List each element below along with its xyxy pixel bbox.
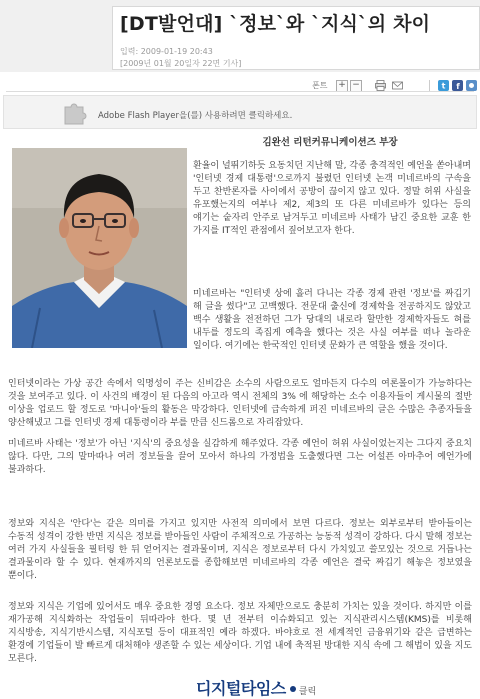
article-paragraph: 미네르바는 "인터넷 상에 흘러 다니는 각종 경제 관련 '정보'를 짜깁기 해 글을 썼다"고 고백했다. 전문대 출신에 경제학을 전공하지도 않았고 백수 생활을 전전하던 그가 당대의 내로라 할만한 경제학자들도 혀를 내두를 정도의 족집게 예측을 했다는 것은 사실 여부를 떠나 놀라운 일이다. 여기에는 한국적인 인터넷 문화가 큰 역할을 했을 것이다. [193, 289, 471, 351]
email-icon[interactable] [392, 80, 403, 91]
article-paragraph: 환율이 널뛰기하듯 요동치던 지난해 말, 각종 충격적인 예언을 쏟아내며 '인터넷 경제 대통령'으로까지 불렸던 인터넷 논객 미네르바의 구속을 두고 찬반론자를 사이에서 공방이 끊이지 않고 있다. 정말 허위 사실을 유포했는지의 여부나 제2, 제3의 또 다른 미네르바가 있다는 등의 얘기는 숱자리 안주로 남겨두고 미네르바 사태가 남긴 중요한 교훈 한 가지를 IT적인 관점에서 짚어보고자 한다. [193, 161, 471, 236]
logo-subtext: 클릭 [298, 687, 317, 697]
flash-notice[interactable]: Adobe Flash Player을(를) 사용하려면 클릭하세요. [98, 111, 293, 121]
article-paragraph: 인터넷이라는 가상 공간 속에서 익명성이 주는 신비감은 소수의 사람으로도 얼마든지 다수의 여론몰이가 가능하다는 것을 보여주고 있다. 이 사건의 배경이 된 다음의 아고라 역시 전체의 3% 에 해당하는 소수 이용자들이 게시물의 절반 이상을 업로드 할 정도로 '마니아'들의 활동은 막강하다. 인터넷에 급속하게 퍼진 미네르바의 글은 수많은 추종자들을 양산해냈고 그를 인터넷 경제 대통령이라 부를 만큼 신드롬으로 자리잡았다. [8, 379, 472, 428]
svg-text:f: f [456, 82, 460, 91]
font-increase-button[interactable]: + [336, 80, 348, 92]
logo-dot-icon [290, 686, 296, 692]
article-toolbar [0, 78, 480, 96]
author-byline: 김완선 리턴커뮤니케이션즈 부장 [262, 137, 398, 148]
font-size-label: 폰트 [312, 81, 328, 90]
publication-logo[interactable] [196, 676, 317, 698]
article-dates [120, 46, 241, 70]
date-print: [2009년 01월 20일자 22면 기사] [120, 59, 242, 68]
article-title: [DT발언대] `정보`와 `지식`의 차이 [120, 13, 431, 35]
plugin-puzzle-icon [62, 100, 90, 126]
article-paragraph: 정보와 지식은 기업에 있어서도 매우 중요한 경영 요소다. 정보 자체만으로도 충분히 가치는 있을 것이다. 하지만 이를 재가공해 지식화하는 작업들이 뒤따라야 한다. 몇 년 전부터 이슈화되고 있는 지식관리시스템(KMS)를 비롯해 지식방송, 지식기반시스템, 지식포털 등이 대표적인 예라 하겠다. 바야흐로 전 세계적인 금융위기와 같은 급변하는 환경에 기업들이 발 빠르게 대처해야 생존할 수 있는 세상이다. 기업 내에 축적된 방대한 지식 속에 그 해법이 있을 지도 모른다. [8, 602, 472, 664]
toolbar-rule [6, 91, 474, 92]
svg-text:t: t [441, 81, 446, 91]
print-icon[interactable] [375, 80, 386, 91]
author-photo [12, 148, 187, 348]
date-input: 입력: 2009-01-19 20:43 [120, 47, 213, 56]
article-paragraph: 미네르바 사태는 '정보'가 아닌 '지식'의 중요성을 실감하게 해주었다. 각종 예언이 허위 사실이었는지는 그다지 중요치 않다. 다만, 그의 말마따나 여러 정보들을 끌어 모아서 하나의 가정법을 도출했다면 그는 어설픈 아마추어 예언가에 불과하다. [8, 439, 472, 475]
article-paragraph: 정보와 지식은 '안다'는 같은 의미를 가지고 있지만 사전적 의미에서 보면 다르다. 정보는 외부로부터 받아들이는 수동적 성격이 강한 반면 지식은 정보를 받아들인 사람이 주체적으로 가공하는 능동적 성격이 강하다. 다시 말해 정보는 여러 가지 사실들을 필터링 한 뒤 얻어지는 결과물이며, 지식은 정보로부터 다시 가치있고 쓸모있는 것으로 거듭나는 결과물이라 할 수 있다. 현재까지의 언론보도를 종합해보면 미네르바의 각종 예언은 결국 짜깁기 해놓은 정보였을 뿐이다. [8, 519, 472, 581]
twitter-icon[interactable] [438, 80, 449, 91]
share-icon[interactable] [466, 80, 477, 91]
facebook-icon[interactable] [452, 80, 463, 91]
font-decrease-button[interactable]: − [350, 80, 362, 92]
logo-text: 디지털타임스 [196, 679, 286, 698]
